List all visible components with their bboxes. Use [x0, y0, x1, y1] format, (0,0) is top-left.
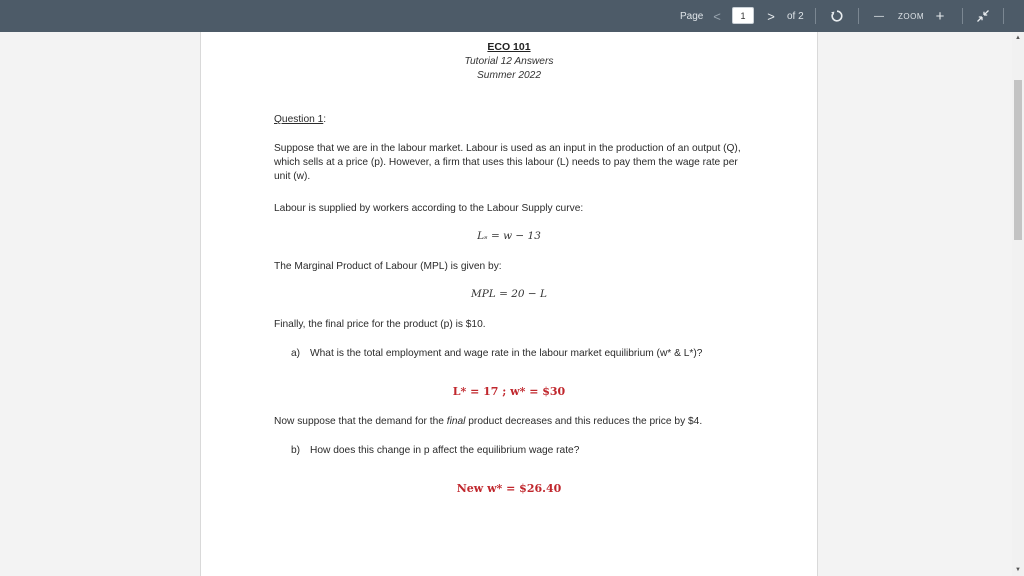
toolbar-divider: [858, 8, 859, 24]
subquestion-a: [291, 347, 731, 361]
zoom-label: ZOOM: [898, 11, 924, 21]
tutorial-subtitle: Tutorial 12 Answers: [464, 56, 554, 67]
toolbar-divider: [815, 8, 816, 24]
scroll-up-icon[interactable]: ▲: [1015, 35, 1021, 41]
course-title: ECO 101: [487, 41, 531, 53]
subquestion-b: [291, 444, 731, 458]
document-content: [201, 32, 817, 576]
scroll-thumb[interactable]: [1014, 80, 1022, 240]
fit-page-button[interactable]: [975, 0, 991, 32]
pdf-toolbar: [0, 0, 1024, 32]
question-heading-text: Question 1: [274, 114, 324, 125]
toolbar-divider: [1003, 8, 1004, 24]
para5-emphasis: final: [446, 416, 466, 427]
pdf-page: [200, 32, 818, 576]
next-page-button[interactable]: >: [767, 8, 775, 24]
page-count-label: of 2: [787, 10, 804, 22]
term-subtitle: Summer 2022: [477, 70, 541, 81]
question-heading-colon: :: [323, 114, 327, 125]
previous-page-button[interactable]: <: [713, 8, 721, 24]
answer-a: L* = 17 ; w* = $30: [452, 385, 566, 398]
mpl-intro: The Marginal Product of Labour (MPL) is given by:: [274, 261, 502, 272]
zoom-in-button[interactable]: +: [935, 7, 945, 25]
para5-pre: Now suppose that the demand for the: [274, 416, 447, 427]
supply-intro: Labour is supplied by workers according to the Labour Supply curve:: [274, 203, 584, 214]
supply-equation: Lₛ = w − 13: [477, 230, 541, 242]
subquestion-a-label: a): [291, 348, 301, 359]
shrink-arrows-icon: [976, 9, 990, 23]
subquestion-b-text: How does this change in p affect the equilibrium wage rate?: [310, 445, 580, 456]
mpl-equation: MPL = 20 − L: [470, 288, 548, 300]
question-heading: [274, 114, 326, 125]
document-viewer: [0, 32, 1024, 576]
price-statement: Finally, the final price for the product (p) is $10.: [274, 319, 486, 330]
subquestion-b-label: b): [291, 445, 301, 456]
answer-b: New w* = $26.40: [456, 482, 562, 495]
subquestion-a-text: What is the total employment and wage rate in the labour market equilibrium (w* & L*)?: [310, 348, 703, 359]
demand-change-paragraph: [274, 415, 744, 429]
toolbar-divider: [962, 8, 963, 24]
page-label: Page: [680, 10, 704, 22]
page-number-input[interactable]: [732, 7, 754, 24]
rotate-icon: [830, 9, 844, 23]
zoom-out-button[interactable]: —: [874, 10, 884, 22]
para5-post: product decreases and this reduces the price by $4.: [465, 416, 703, 427]
intro-paragraph: Suppose that we are in the labour market. Labour is used as an input in the production of an output (Q), which sells at a price (p). However, a firm that uses this labour (L) needs to pay them the wage rate per unit (w).: [274, 143, 741, 183]
rotate-button[interactable]: [828, 0, 846, 32]
scroll-down-icon[interactable]: ▼: [1015, 567, 1021, 573]
vertical-scrollbar[interactable]: [1012, 32, 1024, 576]
